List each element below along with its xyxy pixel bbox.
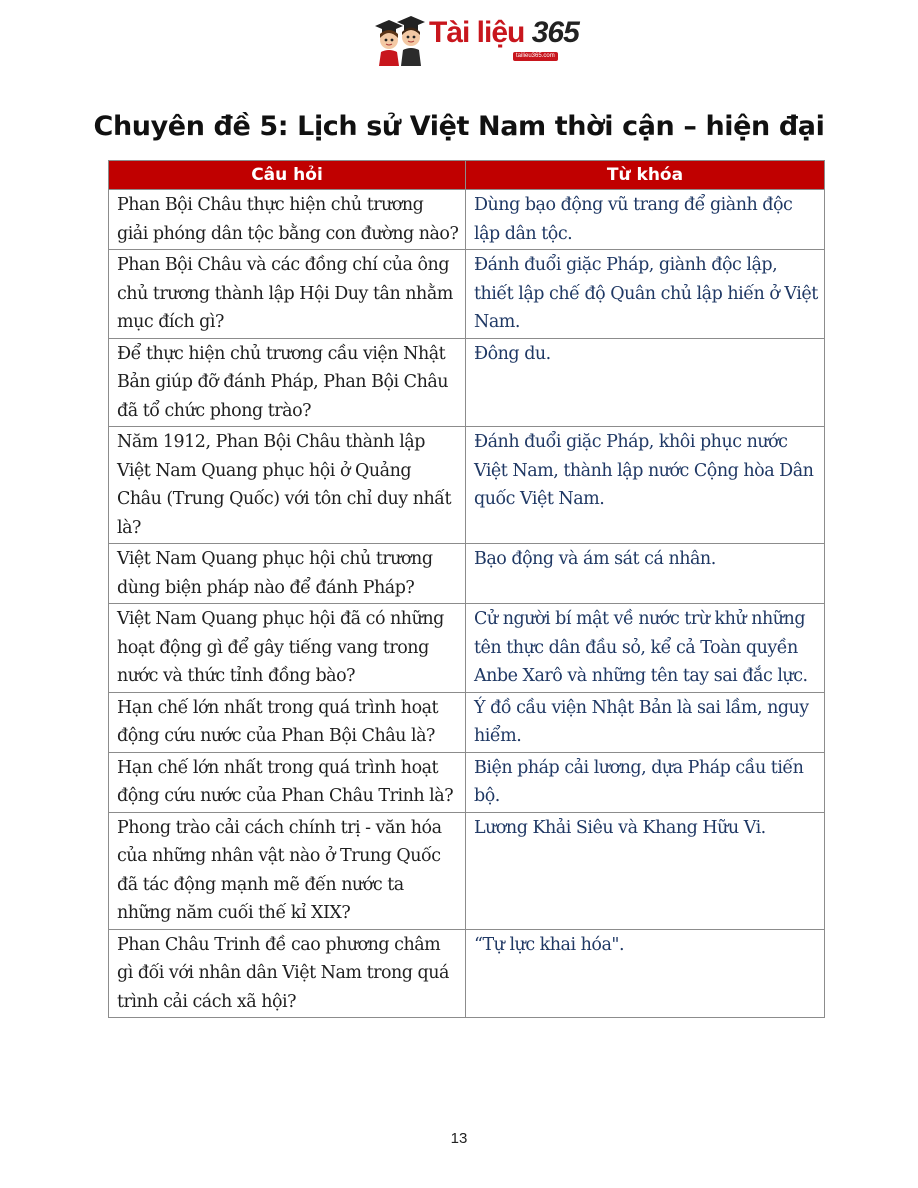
question-cell: Phan Bội Châu thực hiện chủ trương giải phóng dân tộc bằng con đường nào?: [109, 190, 466, 250]
header-keyword: Từ khóa: [466, 161, 825, 190]
table-row: [109, 692, 825, 752]
keyword-cell: Bạo động và ám sát cá nhân.: [466, 544, 825, 604]
table-row: [109, 812, 825, 929]
logo-brand: Tài liệu: [429, 16, 525, 49]
site-logo: [373, 14, 579, 66]
graduate-mascots-icon: [373, 14, 427, 66]
question-cell: Hạn chế lớn nhất trong quá trình hoạt động cứu nước của Phan Châu Trinh là?: [109, 752, 466, 812]
header-question: Câu hỏi: [109, 161, 466, 190]
keyword-cell: Dùng bạo động vũ trang để giành độc lập dân tộc.: [466, 190, 825, 250]
table-row: [109, 929, 825, 1018]
table-row: [109, 752, 825, 812]
keyword-cell: Cử người bí mật về nước trừ khử những tên thực dân đầu sỏ, kể cả Toàn quyền Anbe Xarô và những tên tay sai đắc lực.: [466, 604, 825, 693]
document-title: Chuyên đề 5: Lịch sử Việt Nam thời cận – hiện đại: [93, 111, 825, 142]
page-number: 13: [450, 1130, 468, 1147]
logo-wordmark: [429, 16, 579, 50]
keyword-cell: Đánh đuổi giặc Pháp, khôi phục nước Việt Nam, thành lập nước Cộng hòa Dân quốc Việt Nam.: [466, 427, 825, 544]
table-row: [109, 190, 825, 250]
logo-tagline: tailieu365.com: [513, 52, 558, 61]
question-cell: Việt Nam Quang phục hội chủ trương dùng biện pháp nào để đánh Pháp?: [109, 544, 466, 604]
table-row: [109, 250, 825, 339]
table-header-row: [109, 161, 825, 190]
keyword-cell: “Tự lực khai hóa".: [466, 929, 825, 1018]
question-cell: Phan Châu Trinh đề cao phương châm gì đối với nhân dân Việt Nam trong quá trình cải cách xã hội?: [109, 929, 466, 1018]
keyword-cell: Lương Khải Siêu và Khang Hữu Vi.: [466, 812, 825, 929]
question-cell: Để thực hiện chủ trương cầu viện Nhật Bản giúp đỡ đánh Pháp, Phan Bội Châu đã tổ chức phong trào?: [109, 338, 466, 427]
question-cell: Năm 1912, Phan Bội Châu thành lập Việt Nam Quang phục hội ở Quảng Châu (Trung Quốc) với tôn chỉ duy nhất là?: [109, 427, 466, 544]
question-cell: Việt Nam Quang phục hội đã có những hoạt động gì để gây tiếng vang trong nước và thức tỉnh đồng bào?: [109, 604, 466, 693]
table-row: [109, 604, 825, 693]
qa-table: [108, 160, 825, 1018]
question-cell: Phong trào cải cách chính trị - văn hóa của những nhân vật nào ở Trung Quốc đã tác động mạnh mẽ đến nước ta những năm cuối thế kỉ XIX?: [109, 812, 466, 929]
table-row: [109, 427, 825, 544]
table-row: [109, 338, 825, 427]
question-cell: Phan Bội Châu và các đồng chí của ông chủ trương thành lập Hội Duy tân nhằm mục đích gì?: [109, 250, 466, 339]
question-cell: Hạn chế lớn nhất trong quá trình hoạt động cứu nước của Phan Bội Châu là?: [109, 692, 466, 752]
table-row: [109, 544, 825, 604]
logo-number: 365: [531, 16, 579, 49]
keyword-cell: Đông du.: [466, 338, 825, 427]
keyword-cell: Ý đồ cầu viện Nhật Bản là sai lầm, nguy hiểm.: [466, 692, 825, 752]
keyword-cell: Biện pháp cải lương, dựa Pháp cầu tiến bộ.: [466, 752, 825, 812]
keyword-cell: Đánh đuổi giặc Pháp, giành độc lập, thiết lập chế độ Quân chủ lập hiến ở Việt Nam.: [466, 250, 825, 339]
